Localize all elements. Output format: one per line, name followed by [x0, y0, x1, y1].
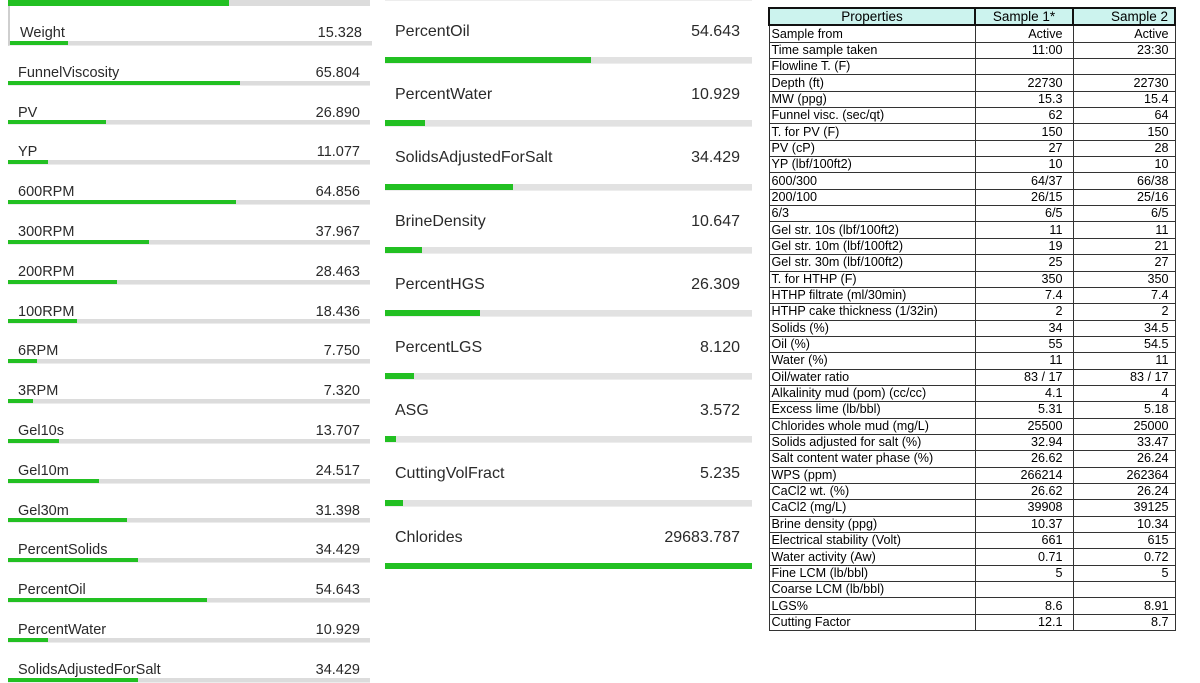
row-value: 3.572 [699, 402, 740, 420]
row-progress-track [8, 160, 370, 164]
sample-1-cell: 64/37 [975, 173, 1073, 189]
row-value: 34.429 [315, 661, 360, 678]
sample-1-cell [975, 59, 1073, 75]
row-label: PercentSolids [18, 542, 108, 559]
sample-1-cell: Active [975, 25, 1073, 42]
sample-1-cell: 661 [975, 533, 1073, 549]
row-label: YP [18, 144, 38, 161]
table-row [769, 222, 1175, 238]
row-progress-track [8, 200, 370, 204]
sample-1-cell: 25500 [975, 418, 1073, 434]
table-row [769, 402, 1175, 418]
sample-2-cell: 4 [1073, 385, 1175, 401]
left-row-600rpm[interactable] [8, 165, 370, 205]
table-row [769, 582, 1175, 598]
row-label: Gel10s [18, 423, 64, 439]
left-row-solidsadjustedforsalt[interactable] [8, 643, 370, 683]
property-name-cell: Funnel visc. (sec/qt) [769, 108, 975, 124]
left-property-list [8, 0, 370, 678]
sample-2-cell: 10.34 [1073, 516, 1175, 532]
sample-2-cell: 2 [1073, 304, 1175, 320]
row-value: 54.643 [691, 23, 740, 40]
row-value: 10.929 [315, 622, 360, 638]
sample-1-cell: 83 / 17 [975, 369, 1073, 385]
sample-1-cell: 5.31 [975, 402, 1073, 418]
table-row [769, 353, 1175, 369]
left-row-pv[interactable] [8, 86, 370, 126]
row-value: 34.429 [315, 542, 360, 559]
row-label: Gel30m [18, 502, 69, 519]
properties-table [768, 7, 1176, 631]
property-name-cell: 200/100 [769, 189, 975, 205]
sample-2-cell: 15.4 [1073, 91, 1175, 107]
row-progress-fill [8, 678, 138, 682]
sample-1-cell: 0.71 [975, 549, 1073, 565]
row-progress-fill [8, 319, 77, 323]
sample-1-cell: 26/15 [975, 189, 1073, 205]
table-row [769, 614, 1175, 630]
row-value: 65.804 [315, 64, 360, 81]
row-value: 64.856 [315, 184, 360, 201]
left-row-300rpm[interactable] [8, 205, 370, 245]
sample-1-cell: 55 [975, 336, 1073, 352]
left-row-percentoil[interactable] [8, 563, 370, 603]
row-label: Gel10m [18, 462, 69, 479]
left-row-6rpm[interactable] [8, 324, 370, 364]
sample-1-cell: 7.4 [975, 287, 1073, 303]
table-row [769, 108, 1175, 124]
row-value: 10.929 [691, 86, 740, 104]
sample-1-cell: 11 [975, 353, 1073, 369]
left-row-gel30m[interactable] [8, 484, 370, 524]
row-value: 7.750 [323, 343, 360, 360]
row-label: BrineDensity [395, 212, 486, 230]
sample-2-cell: 39125 [1073, 500, 1175, 516]
left-row-100rpm[interactable] [8, 285, 370, 325]
property-name-cell: Sample from [769, 25, 975, 42]
sample-2-cell: Active [1073, 25, 1175, 42]
sample-2-cell: 54.5 [1073, 336, 1175, 352]
sample-1-cell: 19 [975, 238, 1073, 254]
row-value: 31.398 [315, 502, 360, 519]
row-progress-track [8, 280, 370, 284]
row-progress-track [8, 558, 370, 562]
row-value: 10.647 [691, 212, 740, 230]
sample-2-cell [1073, 582, 1175, 598]
sample-1-cell: 34 [975, 320, 1073, 336]
row-progress-fill [8, 240, 149, 244]
property-name-cell: Gel str. 10m (lbf/100ft2) [769, 238, 975, 254]
sample-2-cell: 11 [1073, 353, 1175, 369]
property-name-cell: 600/300 [769, 173, 975, 189]
sample-1-cell: 350 [975, 271, 1073, 287]
property-name-cell: Water (%) [769, 353, 975, 369]
sample-2-cell: 262364 [1073, 467, 1175, 483]
property-name-cell: Solids (%) [769, 320, 975, 336]
property-name-cell: T. for PV (F) [769, 124, 975, 140]
table-row [769, 75, 1175, 91]
mid-row-percentoil[interactable] [385, 0, 752, 63]
table-row [769, 91, 1175, 107]
sample-1-cell: 5 [975, 565, 1073, 581]
table-row [769, 140, 1175, 156]
left-row-weight[interactable] [8, 6, 372, 46]
sample-1-cell: 12.1 [975, 614, 1073, 630]
mid-row-percenthgs[interactable] [385, 253, 752, 316]
row-value: 8.120 [699, 339, 740, 356]
row-value: 15.328 [317, 25, 362, 41]
sample-2-cell: 8.91 [1073, 598, 1175, 614]
sample-2-cell: 7.4 [1073, 287, 1175, 303]
row-label: PercentOil [395, 23, 470, 40]
mid-row-brinedensity[interactable] [385, 190, 752, 253]
sample-2-cell: 5.18 [1073, 402, 1175, 418]
property-name-cell: LGS% [769, 598, 975, 614]
row-label: FunnelViscosity [18, 64, 120, 81]
property-name-cell: PV (cP) [769, 140, 975, 156]
row-label: Weight [20, 25, 65, 41]
table-row [769, 336, 1175, 352]
table-row [769, 549, 1175, 565]
row-progress-fill [8, 439, 59, 443]
row-value: 5.235 [699, 465, 740, 483]
row-progress-fill [8, 518, 127, 522]
sample-2-cell: 66/38 [1073, 173, 1175, 189]
sample-2-cell: 25000 [1073, 418, 1175, 434]
sample-2-cell [1073, 59, 1175, 75]
table-row [769, 238, 1175, 254]
row-label: PercentWater [18, 622, 107, 638]
row-value: 13.707 [315, 423, 360, 439]
sample-1-cell: 2 [975, 304, 1073, 320]
row-progress-fill [8, 479, 99, 483]
mid-row-solidsadjustedforsalt[interactable] [385, 126, 752, 189]
row-progress-fill [8, 81, 240, 85]
property-name-cell: Time sample taken [769, 42, 975, 58]
table-row [769, 304, 1175, 320]
table-row [769, 565, 1175, 581]
row-label: ASG [395, 402, 429, 420]
row-label: 300RPM [18, 224, 75, 240]
row-progress-fill [8, 200, 236, 204]
sample-2-cell: 615 [1073, 533, 1175, 549]
row-label: PercentOil [18, 582, 86, 599]
property-name-cell: Oil (%) [769, 336, 975, 352]
property-name-cell: YP (lbf/100ft2) [769, 157, 975, 173]
mid-row-cuttingvolfract[interactable] [385, 442, 752, 505]
row-progress-track [8, 399, 370, 403]
sample-2-cell: 10 [1073, 157, 1175, 173]
left-row-3rpm[interactable] [8, 364, 370, 404]
property-name-cell: Solids adjusted for salt (%) [769, 434, 975, 450]
sample-1-cell [975, 582, 1073, 598]
property-name-cell: Water activity (Aw) [769, 549, 975, 565]
sample-2-cell: 27 [1073, 255, 1175, 271]
sample-2-cell: 22730 [1073, 75, 1175, 91]
row-progress-track [8, 240, 370, 244]
table-row [769, 25, 1175, 42]
middle-property-list [385, 0, 752, 669]
row-progress-track [8, 120, 370, 124]
row-label: PercentLGS [395, 339, 483, 356]
mid-row-asg[interactable] [385, 379, 752, 442]
mid-row-chlorides[interactable] [385, 506, 752, 569]
row-value: 24.517 [315, 462, 360, 479]
sample-2-cell: 23:30 [1073, 42, 1175, 58]
row-progress-fill [8, 399, 33, 403]
sample-1-cell: 15.3 [975, 91, 1073, 107]
row-label: 100RPM [18, 303, 75, 320]
table-row [769, 467, 1175, 483]
row-label: PercentHGS [395, 275, 485, 293]
sample-1-cell: 8.6 [975, 598, 1073, 614]
table-header-row [769, 8, 1175, 25]
property-name-cell: Alkalinity mud (pom) (cc/cc) [769, 385, 975, 401]
row-label: 3RPM [18, 383, 59, 400]
row-progress-track [8, 81, 370, 85]
sample-1-cell: 6/5 [975, 206, 1073, 222]
row-progress-fill [8, 280, 117, 284]
table-row [769, 59, 1175, 75]
sample-2-cell: 33.47 [1073, 434, 1175, 450]
sample-1-cell: 22730 [975, 75, 1073, 91]
table-row [769, 500, 1175, 516]
row-value: 7.320 [323, 383, 360, 400]
table-row [769, 385, 1175, 401]
table-row [769, 418, 1175, 434]
row-progress-fill [8, 598, 207, 602]
property-name-cell: HTHP cake thickness (1/32in) [769, 304, 975, 320]
property-name-cell: Brine density (ppg) [769, 516, 975, 532]
row-progress-fill [8, 558, 138, 562]
sample-2-cell: 28 [1073, 140, 1175, 156]
left-row-percentsolids[interactable] [8, 523, 370, 563]
row-progress-fill [10, 41, 68, 45]
left-row-yp[interactable] [8, 125, 370, 165]
property-name-cell: Coarse LCM (lb/bbl) [769, 582, 975, 598]
mid-row-percentwater[interactable] [385, 63, 752, 126]
sample-1-cell: 4.1 [975, 385, 1073, 401]
sample-1-cell: 266214 [975, 467, 1073, 483]
header-sample-1: Sample 1* [975, 8, 1073, 25]
sample-1-cell: 32.94 [975, 434, 1073, 450]
row-label: SolidsAdjustedForSalt [395, 149, 553, 167]
table-row [769, 42, 1175, 58]
table-row [769, 533, 1175, 549]
sample-2-cell: 5 [1073, 565, 1175, 581]
header-sample-2: Sample 2 [1073, 8, 1175, 25]
table-row [769, 451, 1175, 467]
row-value: 26.309 [691, 275, 740, 293]
property-name-cell: Depth (ft) [769, 75, 975, 91]
sample-1-cell: 25 [975, 255, 1073, 271]
row-progress-track [385, 563, 752, 569]
row-label: 200RPM [18, 263, 75, 280]
sample-1-cell: 150 [975, 124, 1073, 140]
table-row [769, 255, 1175, 271]
table-row [769, 598, 1175, 614]
property-name-cell: HTHP filtrate (ml/30min) [769, 287, 975, 303]
property-name-cell: Salt content water phase (%) [769, 451, 975, 467]
row-value: 37.967 [315, 224, 360, 240]
row-progress-fill [8, 638, 48, 642]
row-progress-track [8, 638, 370, 642]
row-value: 34.429 [691, 149, 740, 167]
mid-row-percentlgs[interactable] [385, 316, 752, 379]
property-name-cell: 6/3 [769, 206, 975, 222]
table-row [769, 320, 1175, 336]
sample-1-cell: 62 [975, 108, 1073, 124]
row-label: CuttingVolFract [395, 465, 505, 483]
table-row [769, 206, 1175, 222]
row-progress-track [8, 479, 370, 483]
row-label: Chlorides [395, 528, 463, 546]
table-row [769, 124, 1175, 140]
sample-2-cell: 8.7 [1073, 614, 1175, 630]
sample-2-cell: 25/16 [1073, 189, 1175, 205]
sample-1-cell: 11:00 [975, 42, 1073, 58]
row-progress-track [8, 359, 370, 363]
header-properties: Properties [769, 8, 975, 25]
left-row-percentwater[interactable] [8, 603, 370, 643]
row-progress-track [8, 678, 370, 682]
row-progress-track [8, 598, 370, 602]
property-name-cell: CaCl2 (mg/L) [769, 500, 975, 516]
sample-2-cell: 21 [1073, 238, 1175, 254]
property-name-cell: Excess lime (lb/bbl) [769, 402, 975, 418]
sample-2-cell: 11 [1073, 222, 1175, 238]
table-row [769, 516, 1175, 532]
table-row [769, 271, 1175, 287]
row-value: 29683.787 [664, 528, 740, 546]
property-name-cell: Chlorides whole mud (mg/L) [769, 418, 975, 434]
row-value: 26.890 [315, 104, 360, 121]
table-row [769, 483, 1175, 499]
property-name-cell: T. for HTHP (F) [769, 271, 975, 287]
left-row-gel10s[interactable] [8, 404, 370, 444]
property-name-cell: MW (ppg) [769, 91, 975, 107]
table-row [769, 189, 1175, 205]
row-value: 28.463 [315, 263, 360, 280]
row-value: 54.643 [315, 582, 360, 599]
row-value: 11.077 [316, 144, 360, 161]
sample-2-cell: 150 [1073, 124, 1175, 140]
row-progress-fill [385, 563, 752, 569]
row-progress-track [10, 41, 372, 45]
sample-1-cell: 26.62 [975, 451, 1073, 467]
sample-2-cell: 34.5 [1073, 320, 1175, 336]
sample-1-cell: 10 [975, 157, 1073, 173]
sample-2-cell: 26.24 [1073, 483, 1175, 499]
row-label: 6RPM [18, 343, 59, 360]
row-label: PV [18, 104, 38, 121]
property-name-cell: Electrical stability (Volt) [769, 533, 975, 549]
property-name-cell: Gel str. 30m (lbf/100ft2) [769, 255, 975, 271]
row-progress-fill [8, 359, 37, 363]
property-name-cell: Cutting Factor [769, 614, 975, 630]
left-row-funnelviscosity[interactable] [8, 46, 370, 86]
table-row [769, 434, 1175, 450]
row-label: SolidsAdjustedForSalt [18, 661, 161, 678]
property-name-cell: Fine LCM (lb/bbl) [769, 565, 975, 581]
row-progress-track [8, 518, 370, 522]
sample-1-cell: 10.37 [975, 516, 1073, 532]
table-row [769, 287, 1175, 303]
sample-2-cell: 350 [1073, 271, 1175, 287]
row-progress-fill [8, 120, 106, 124]
property-name-cell: CaCl2 wt. (%) [769, 483, 975, 499]
row-label: PercentWater [395, 86, 493, 104]
left-row-gel10m[interactable] [8, 444, 370, 484]
sample-1-cell: 39908 [975, 500, 1073, 516]
row-value: 18.436 [315, 303, 360, 320]
sample-1-cell: 27 [975, 140, 1073, 156]
row-progress-track [8, 319, 370, 323]
table-row [769, 173, 1175, 189]
property-name-cell: WPS (ppm) [769, 467, 975, 483]
row-progress-fill [8, 160, 48, 164]
sample-2-cell: 0.72 [1073, 549, 1175, 565]
sample-2-cell: 83 / 17 [1073, 369, 1175, 385]
sample-2-cell: 26.24 [1073, 451, 1175, 467]
row-progress-track [8, 439, 370, 443]
sample-1-cell: 11 [975, 222, 1073, 238]
sample-2-cell: 6/5 [1073, 206, 1175, 222]
property-name-cell: Oil/water ratio [769, 369, 975, 385]
row-label: 600RPM [18, 184, 75, 201]
property-name-cell: Gel str. 10s (lbf/100ft2) [769, 222, 975, 238]
sample-1-cell: 26.62 [975, 483, 1073, 499]
property-name-cell: Flowline T. (F) [769, 59, 975, 75]
left-row-200rpm[interactable] [8, 245, 370, 285]
sample-2-cell: 64 [1073, 108, 1175, 124]
table-row [769, 157, 1175, 173]
table-row [769, 369, 1175, 385]
